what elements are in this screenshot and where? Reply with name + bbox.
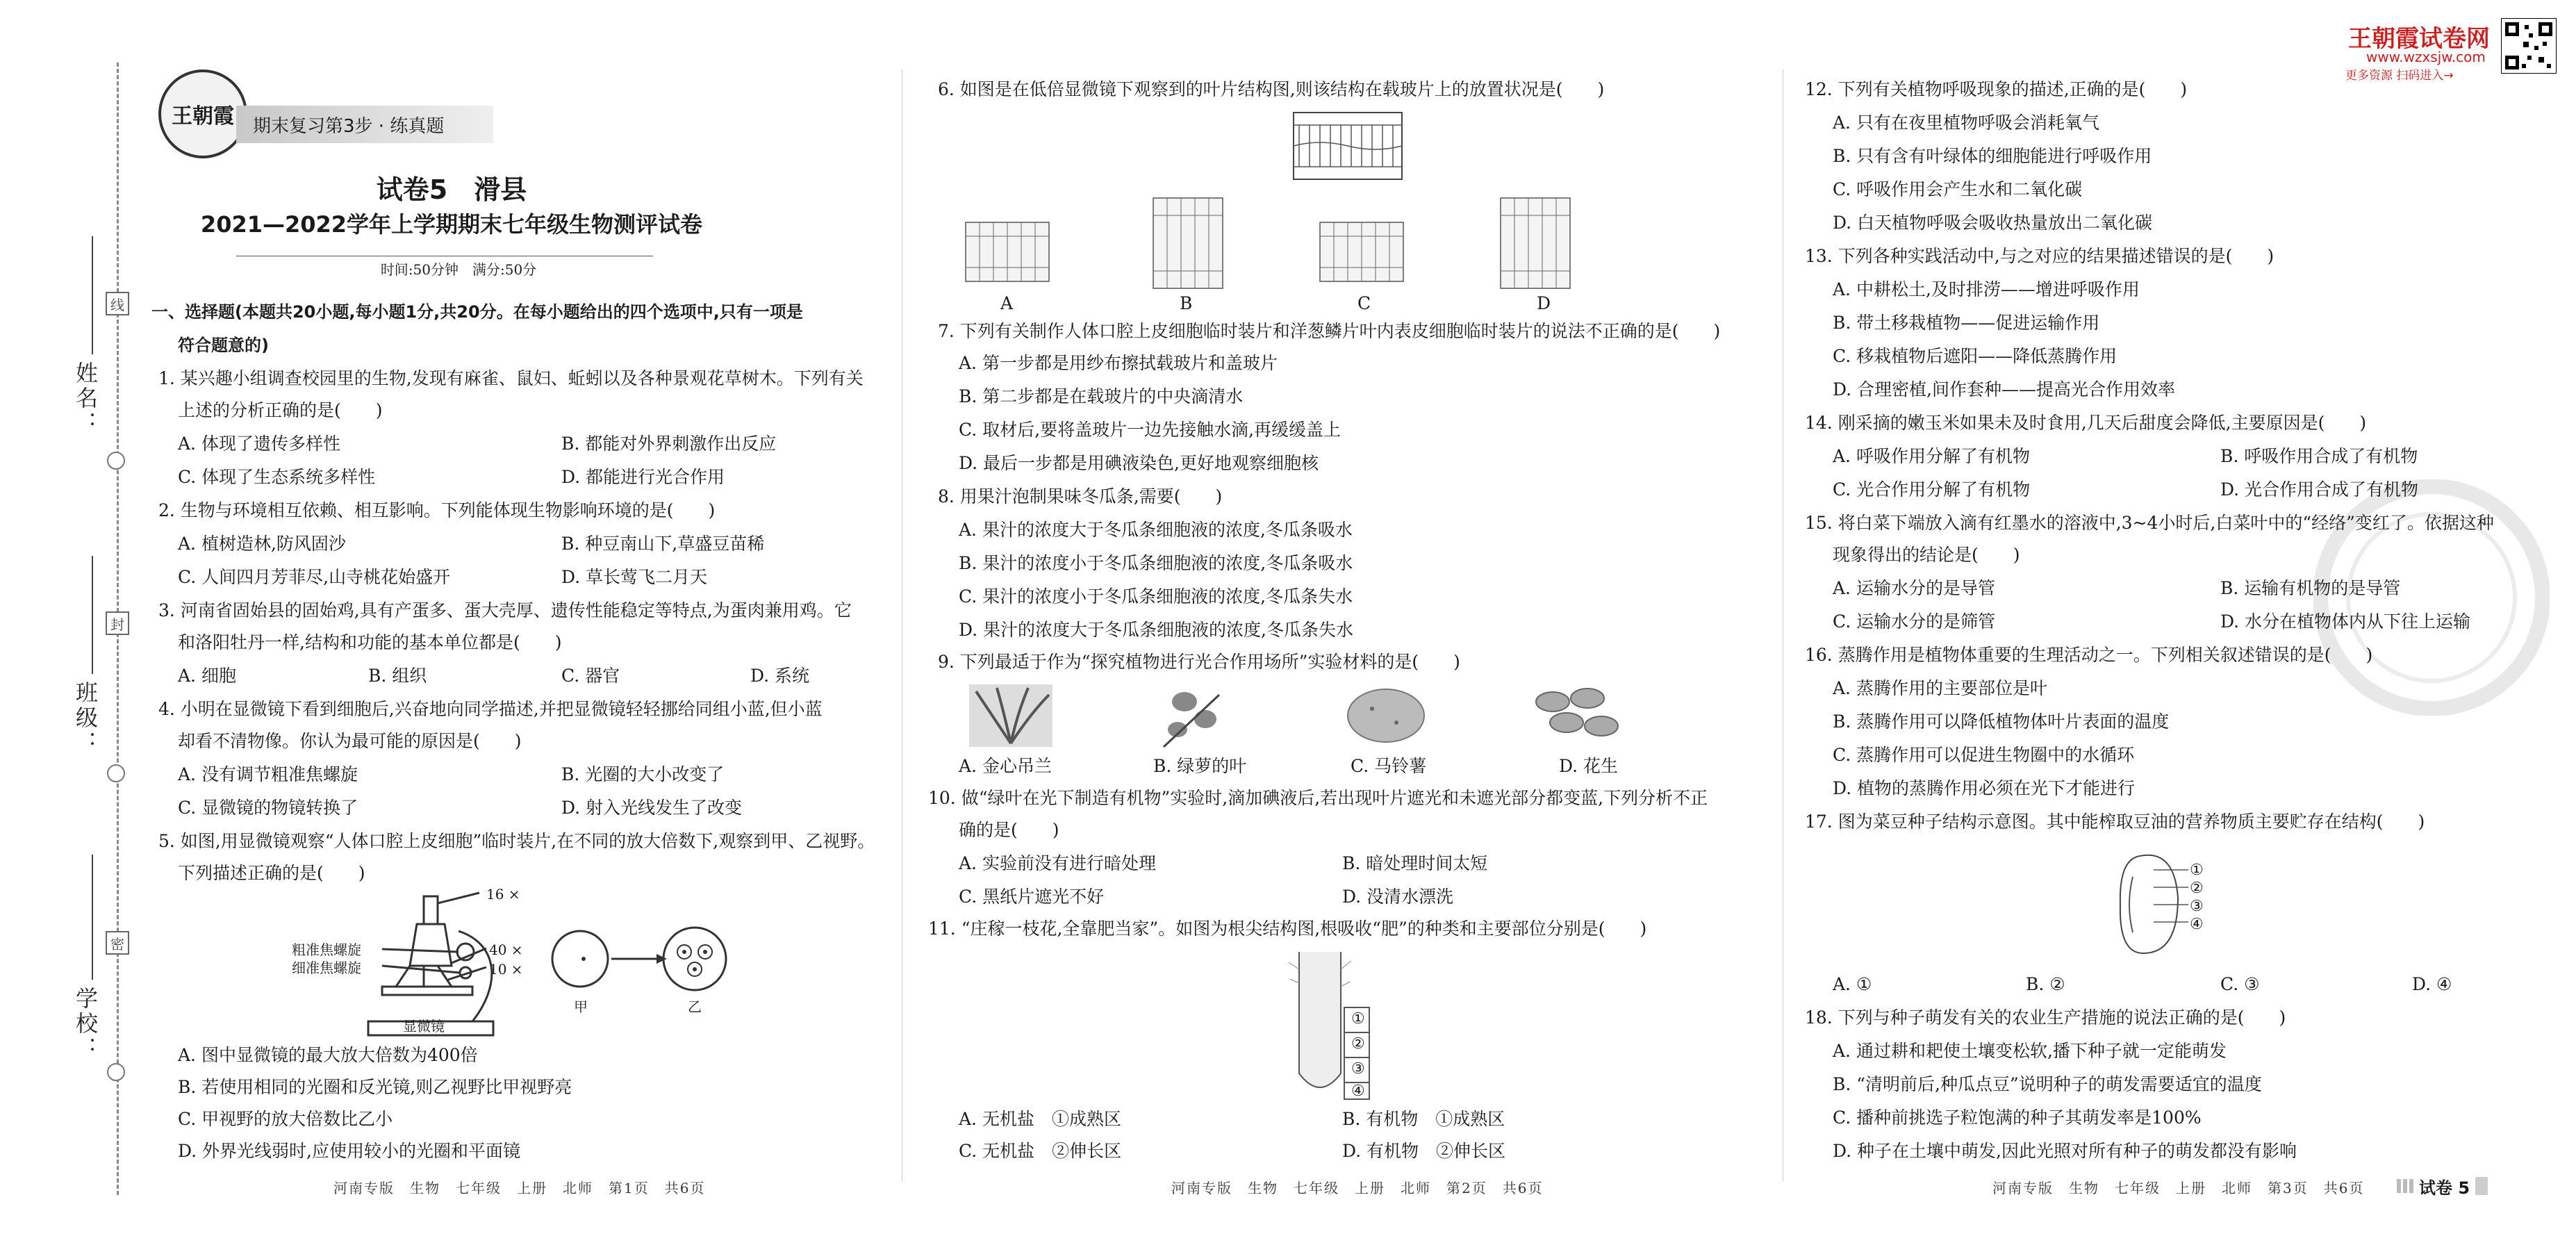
q13-option-a[interactable]: A. 中耕松土,及时排涝——增进呼吸作用 [1833,279,2140,299]
q10-option-c[interactable]: C. 黑纸片遮光不好 [959,887,1105,907]
q11-option-a[interactable]: A. 无机盐 ①成熟区 [959,1109,1121,1129]
exam-subtitle: 2021—2022学年上学期期末七年级生物测评试卷 [200,211,703,238]
q8-option-c[interactable]: C. 果汁的浓度小于冬瓜条细胞液的浓度,冬瓜条失水 [959,586,1353,607]
bean-seed-figure [2112,849,2195,960]
q17-option-d[interactable]: D. ④ [2412,974,2452,994]
question-4: 4. 小明在显微镜下看到细胞后,兴奋地向同学描述,并把显微镜轻轻挪给同组小蓝,但小蓝 [158,699,823,719]
q13-option-c[interactable]: C. 移栽植物后遮阳——降低蒸腾作用 [1833,346,2117,366]
root-label-4: ④ [1351,1083,1365,1100]
q17-option-b[interactable]: B. ② [2026,974,2065,994]
q12-option-b[interactable]: B. 只有含有叶绿体的细胞能进行呼吸作用 [1833,146,2152,166]
seal-tag-line: 线 [106,292,129,315]
q11-option-d[interactable]: D. 有机物 ②伸长区 [1342,1141,1506,1161]
question-15: 15. 将白菜下端放入滴有红墨水的溶液中,3~4小时后,白菜叶中的“经络”变红了。依据这种 [1805,513,2494,533]
root-label-1: ① [1351,1010,1365,1028]
q18-option-d[interactable]: D. 种子在土壤中萌发,因此光照对所有种子的萌发都没有影响 [1833,1141,2297,1161]
pothos-leaf-image [1157,681,1233,750]
q8-option-b[interactable]: B. 果汁的浓度小于冬瓜条细胞液的浓度,冬瓜条吸水 [959,553,1353,573]
q9-option-a[interactable]: A. 金心吊兰 [959,756,1052,776]
microscope-caption: 显微镜 [403,1018,445,1035]
question-3-cont: 和洛阳牡丹一样,结构和功能的基本单位都是( ) [178,632,562,652]
q17-option-a[interactable]: A. ① [1833,974,1872,994]
question-13: 13. 下列各种实践活动中,与之对应的结果描述错误的是( ) [1805,246,2274,266]
q14-option-d[interactable]: D. 光合作用合成了有机物 [2220,479,2419,500]
q14-option-c[interactable]: C. 光合作用分解了有机物 [1833,479,2031,500]
school-label: 学校： [72,987,99,1062]
q4-option-c[interactable]: C. 显微镜的物镜转换了 [178,798,358,818]
root-label-3: ③ [1351,1060,1365,1078]
q16-option-d[interactable]: D. 植物的蒸腾作用必须在光下才能进行 [1833,778,2136,798]
seed-label-3: ③ [2190,898,2204,915]
question-10: 10. 做“绿叶在光下制造有机物”实验时,滴加碘液后,若出现叶片遮光和未遮光部分都变蓝,下列分析不正 [928,788,1708,808]
leaf-options-figure [959,191,1584,302]
eyepiece-mag: 16 × [486,886,520,903]
question-12: 12. 下列有关植物呼吸现象的描述,正确的是( ) [1805,79,2188,99]
badge-pattern-icon [2397,1179,2413,1193]
potato-image [1344,684,1428,747]
q6-label-a[interactable]: A [1000,293,1014,313]
q16-option-c[interactable]: C. 蒸腾作用可以促进生物圈中的水循环 [1833,745,2135,765]
class-field[interactable] [92,556,93,674]
peanut-image [1532,681,1622,747]
brand-logo: 王朝霞 [158,69,247,158]
binding-hole [107,764,125,782]
badge-bar-icon [2475,1177,2488,1195]
q6-label-c[interactable]: C [1357,293,1371,313]
q3-option-d[interactable]: D. 系统 [750,666,810,686]
q7-option-a[interactable]: A. 第一步都是用纱布擦拭载玻片和盖玻片 [959,353,1278,373]
question-17: 17. 图为菜豆种子结构示意图。其中能榨取豆油的营养物质主要贮存在结构( ) [1805,812,2425,832]
spider-plant-image [969,684,1052,747]
q14-option-a[interactable]: A. 呼吸作用分解了有机物 [1833,446,2030,466]
q13-option-b[interactable]: B. 带土移栽植物——促进运输作用 [1833,313,2100,333]
q6-label-d[interactable]: D [1537,293,1551,313]
leaf-section-figure [1292,111,1403,181]
question-5-cont: 下列描述正确的是( ) [178,863,365,883]
objective-40x: 40 × [489,941,523,958]
q3-option-c[interactable]: C. 器官 [561,666,620,686]
question-5: 5. 如图,用显微镜观察“人体口腔上皮细胞”临时装片,在不同的放大倍数下,观察到甲、乙视野。 [158,831,875,851]
q5-option-d[interactable]: D. 外界光线弱时,应使用较小的光圈和平面镜 [178,1141,520,1161]
q1-option-d[interactable]: D. 都能进行光合作用 [561,467,725,487]
q9-option-b[interactable]: B. 绿萝的叶 [1153,756,1247,776]
q8-option-a[interactable]: A. 果汁的浓度大于冬瓜条细胞液的浓度,冬瓜条吸水 [959,520,1353,540]
q10-option-d[interactable]: D. 没清水漂洗 [1342,887,1454,907]
site-slogan: 更多资源 扫码进入→ [2345,69,2454,83]
question-14: 14. 刚采摘的嫩玉米如果未及时食用,几天后甜度会降低,主要原因是( ) [1805,413,2367,433]
q18-option-c[interactable]: C. 播种前挑选子粒饱满的种子其萌发率是100% [1833,1108,2202,1128]
q4-option-d[interactable]: D. 射入光线发生了改变 [561,798,743,818]
root-tip-figure [1289,948,1379,1101]
question-10-cont: 确的是( ) [959,820,1059,840]
paper-badge: 试卷 5 [2397,1174,2522,1198]
q1-option-b[interactable]: B. 都能对外界刺激作出反应 [561,434,777,454]
q5-option-c[interactable]: C. 甲视野的放大倍数比乙小 [178,1109,393,1129]
question-4-cont: 却看不清物像。你认为最可能的原因是( ) [178,731,522,751]
q8-option-d[interactable]: D. 果汁的浓度大于冬瓜条细胞液的浓度,冬瓜条失水 [959,620,1353,640]
q4-option-b[interactable]: B. 光圈的大小改变了 [561,764,725,784]
q5-option-b[interactable]: B. 若使用相同的光圈和反光镜,则乙视野比甲视野亮 [178,1077,572,1097]
q11-option-c[interactable]: C. 无机盐 ②伸长区 [959,1141,1122,1161]
question-2: 2. 生物与环境相互依赖、相互影响。下列能体现生物影响环境的是( ) [158,500,716,520]
q12-option-a[interactable]: A. 只有在夜里植物呼吸会消耗氧气 [1833,113,2099,133]
q9-option-d[interactable]: D. 花生 [1559,756,1619,776]
q15-option-b[interactable]: B. 运输有机物的是导管 [2220,578,2401,598]
q18-option-a[interactable]: A. 通过耕和耙使土壤变松软,播下种子就一定能萌发 [1833,1041,2227,1061]
q4-option-a[interactable]: A. 没有调节粗准焦螺旋 [178,764,358,784]
seal-tag-secret: 密 [106,931,129,955]
q2-option-b[interactable]: B. 种豆南山下,草盛豆苗稀 [561,534,765,554]
question-8: 8. 用果汁泡制果味冬瓜条,需要( ) [938,486,1223,507]
binding-hole [107,452,125,470]
q16-option-a[interactable]: A. 蒸腾作用的主要部位是叶 [1833,678,2047,698]
q6-label-b[interactable]: B [1180,293,1193,313]
q2-option-a[interactable]: A. 植树造林,防风固沙 [178,534,346,554]
q2-option-d[interactable]: D. 草长莺飞二月天 [561,567,708,587]
q1-option-c[interactable]: C. 体现了生态系统多样性 [178,467,376,487]
fine-knob-label: 细准焦螺旋 [292,960,361,976]
q10-option-b[interactable]: B. 暗处理时间太短 [1342,853,1488,873]
school-field[interactable] [92,855,93,980]
q5-option-a[interactable]: A. 图中显微镜的最大放大倍数为400倍 [178,1045,478,1065]
q7-option-d[interactable]: D. 最后一步都是用碘液染色,更好地观察细胞核 [959,453,1319,473]
q2-option-c[interactable]: C. 人间四月芳菲尽,山寺桃花始盛开 [178,567,451,587]
class-label: 班级： [72,681,99,756]
question-15-cont: 现象得出的结论是( ) [1833,545,2020,565]
site-url[interactable]: www.wzxsjw.com [2366,49,2486,65]
question-9: 9. 下列最适于作为“探究植物进行光合作用场所”实验材料的是( ) [938,652,1460,672]
review-banner: 期末复习第3步 · 练真题 [236,106,493,143]
exam-meta: 时间:50分钟 满分:50分 [236,258,681,279]
root-label-2: ② [1351,1035,1365,1053]
question-18: 18. 下列与种子萌发有关的农业生产措施的说法正确的是( ) [1805,1007,2286,1028]
q12-option-d[interactable]: D. 白天植物呼吸会吸收热量放出二氧化碳 [1833,213,2153,233]
seed-label-2: ② [2190,880,2204,897]
question-7: 7. 下列有关制作人体口腔上皮细胞临时装片和洋葱鳞片叶内表皮细胞临时装片的说法不正确的是( ) [938,321,1721,341]
question-16: 16. 蒸腾作用是植物体重要的生理活动之一。下列相关叙述错误的是( ) [1805,645,2373,665]
q14-option-b[interactable]: B. 呼吸作用合成了有机物 [2220,446,2418,466]
objective-10x: 10 × [489,961,523,978]
q18-option-b[interactable]: B. “清明前后,种瓜点豆”说明种子的萌发需要适宜的温度 [1833,1074,2262,1094]
q3-option-b[interactable]: B. 组织 [368,666,427,686]
page-footer-1: 河南专版 生物 七年级 上册 北师 第1页 共6页 [333,1180,706,1196]
question-3: 3. 河南省固始县的固始鸡,具有产蛋多、蛋大壳厚、遗传性能稳定等特点,为蛋肉兼用鸡。它 [158,600,852,620]
seed-label-1: ① [2190,862,2204,879]
binding-hole [107,1063,125,1081]
question-1-cont: 上述的分析正确的是( ) [178,400,383,420]
page-footer-2: 河南专版 生物 七年级 上册 北师 第2页 共6页 [1171,1180,1544,1196]
name-field[interactable] [92,236,93,354]
q7-option-c[interactable]: C. 取材后,要将盖玻片一边先接触水滴,再缓缓盖上 [959,420,1341,440]
page-footer-3: 河南专版 生物 七年级 上册 北师 第3页 共6页 [1992,1180,2365,1196]
seed-label-4: ④ [2190,916,2204,933]
site-name: 王朝霞试卷网 [2348,25,2490,53]
q15-option-d[interactable]: D. 水分在植物体内从下往上运输 [2220,611,2471,632]
seal-tag-seal: 封 [106,611,129,635]
section-heading-cont: 符合题意的) [178,336,269,355]
name-label: 姓名： [72,361,99,436]
q16-option-b[interactable]: B. 蒸腾作用可以降低植物体叶片表面的温度 [1833,711,2170,732]
q7-option-b[interactable]: B. 第二步都是在载玻片的中央滴清水 [959,386,1244,406]
q3-option-a[interactable]: A. 细胞 [178,666,236,686]
q12-option-c[interactable]: C. 呼吸作用会产生水和二氧化碳 [1833,179,2083,199]
q15-option-c[interactable]: C. 运输水分的是筛管 [1833,611,1996,632]
view-yi-label: 乙 [688,998,702,1015]
q17-option-c[interactable]: C. ③ [2220,974,2260,994]
exam-title: 试卷5 滑县 [376,174,527,205]
q13-option-d[interactable]: D. 合理密植,间作套种——提高光合作用效率 [1833,379,2175,400]
qr-code-icon[interactable] [2501,18,2557,74]
q9-option-c[interactable]: C. 马铃薯 [1351,756,1427,776]
section-heading: 一、选择题(本题共20小题,每小题1分,共20分。在每小题给出的四个选项中,只有一项是 [151,302,803,322]
q10-option-a[interactable]: A. 实验前没有进行暗处理 [959,853,1156,873]
q15-option-a[interactable]: A. 运输水分的是导管 [1833,578,1995,598]
question-1: 1. 某兴趣小组调查校园里的生物,发现有麻雀、鼠妇、蚯蚓以及各种景观花草树木。下列有关 [158,368,864,388]
q1-option-a[interactable]: A. 体现了遗传多样性 [178,434,340,454]
question-11: 11. “庄稼一枝花,全靠肥当家”。如图为根尖结构图,根吸收“肥”的种类和主要部位分别是( ) [928,919,1647,939]
q11-option-b[interactable]: B. 有机物 ①成熟区 [1342,1109,1505,1129]
question-6: 6. 如图是在低倍显微镜下观察到的叶片结构图,则该结构在载玻片上的放置状况是( ) [938,79,1605,99]
coarse-knob-label: 粗准焦螺旋 [292,941,361,958]
view-jia-label: 甲 [574,998,588,1015]
